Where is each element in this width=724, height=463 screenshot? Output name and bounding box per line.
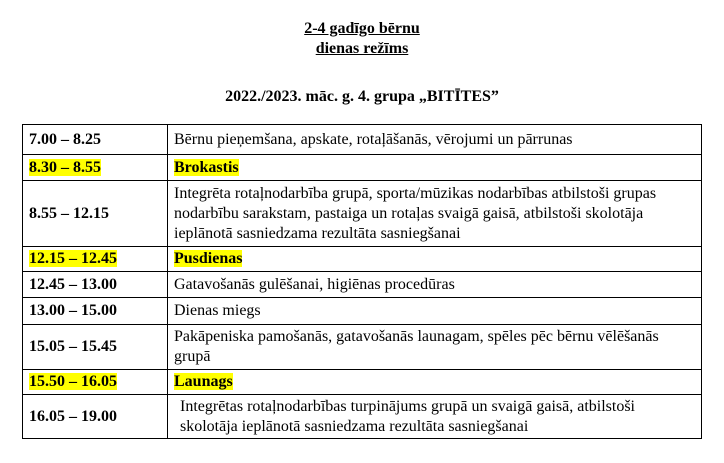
time-cell bbox=[23, 247, 168, 272]
table-row bbox=[23, 370, 702, 395]
activity-cell bbox=[168, 298, 702, 325]
activity-text: Brokastis bbox=[174, 158, 239, 176]
table-row bbox=[23, 298, 702, 325]
activity-text: Dienas miegs bbox=[174, 302, 261, 319]
time-text: 12.45 – 13.00 bbox=[29, 275, 117, 293]
time-text: 12.15 – 12.45 bbox=[29, 250, 117, 267]
table-row bbox=[23, 325, 702, 370]
subtitle: 2022./2023. māc. g. 4. grupa „BITĪTES” bbox=[225, 88, 499, 105]
activity-cell bbox=[168, 325, 702, 370]
time-cell bbox=[23, 155, 168, 181]
time-cell bbox=[23, 181, 168, 247]
time-cell bbox=[23, 298, 168, 325]
time-cell bbox=[23, 272, 168, 298]
table-row bbox=[23, 125, 702, 155]
time-cell bbox=[23, 370, 168, 395]
activity-cell bbox=[168, 125, 702, 155]
time-text: 16.05 – 19.00 bbox=[29, 407, 117, 425]
activity-text: Pakāpeniska pamošanās, gatavošanās launagam, spēles pēc bērnu vēlēšanās grupā bbox=[174, 328, 659, 365]
time-text: 7.00 – 8.25 bbox=[29, 130, 101, 148]
activity-cell bbox=[168, 272, 702, 298]
time-text: 13.00 – 15.00 bbox=[29, 302, 117, 319]
activity-text: Integrētas rotaļnodarbības turpinājums grupā un svaigā gaisā, atbilstoši skolotāja ieplānotā sasniedzama rezultāta sasniegšanai bbox=[180, 397, 635, 435]
time-cell bbox=[23, 395, 168, 439]
table-row bbox=[23, 155, 702, 181]
title-line-1: 2-4 gadīgo bērnu bbox=[304, 20, 420, 37]
activity-text: Pusdienas bbox=[174, 250, 243, 267]
title-line-2: dienas režīms bbox=[315, 40, 409, 57]
activity-text: Bērnu pieņemšana, apskate, rotaļāšanās, vērojumi un pārrunas bbox=[174, 130, 573, 148]
table-row bbox=[23, 272, 702, 298]
schedule-table bbox=[22, 124, 702, 439]
time-text: 15.50 – 16.05 bbox=[29, 373, 117, 390]
activity-cell bbox=[168, 370, 702, 395]
table-row bbox=[23, 395, 702, 439]
table-row bbox=[23, 181, 702, 247]
table-row bbox=[23, 247, 702, 272]
time-cell bbox=[23, 125, 168, 155]
activity-text: Launags bbox=[174, 373, 233, 390]
time-cell bbox=[23, 325, 168, 370]
activity-text: Integrēta rotaļnodarbība grupā, sporta/mūzikas nodarbības atbilstoši grupas nodarbību sarakstam, pastaiga un rotaļas svaigā gaisā, atbilstoši skolotāja ieplānotā sasniedzama rezultāta sasniegšanai bbox=[174, 184, 657, 242]
time-text: 8.30 – 8.55 bbox=[29, 158, 101, 176]
activity-cell bbox=[168, 395, 702, 439]
activity-text: Gatavošanās gulēšanai, higiēnas procedūras bbox=[174, 275, 455, 293]
time-text: 15.05 – 15.45 bbox=[29, 338, 117, 355]
activity-cell bbox=[168, 155, 702, 181]
activity-cell bbox=[168, 181, 702, 247]
activity-cell bbox=[168, 247, 702, 272]
time-text: 8.55 – 12.15 bbox=[29, 204, 109, 222]
